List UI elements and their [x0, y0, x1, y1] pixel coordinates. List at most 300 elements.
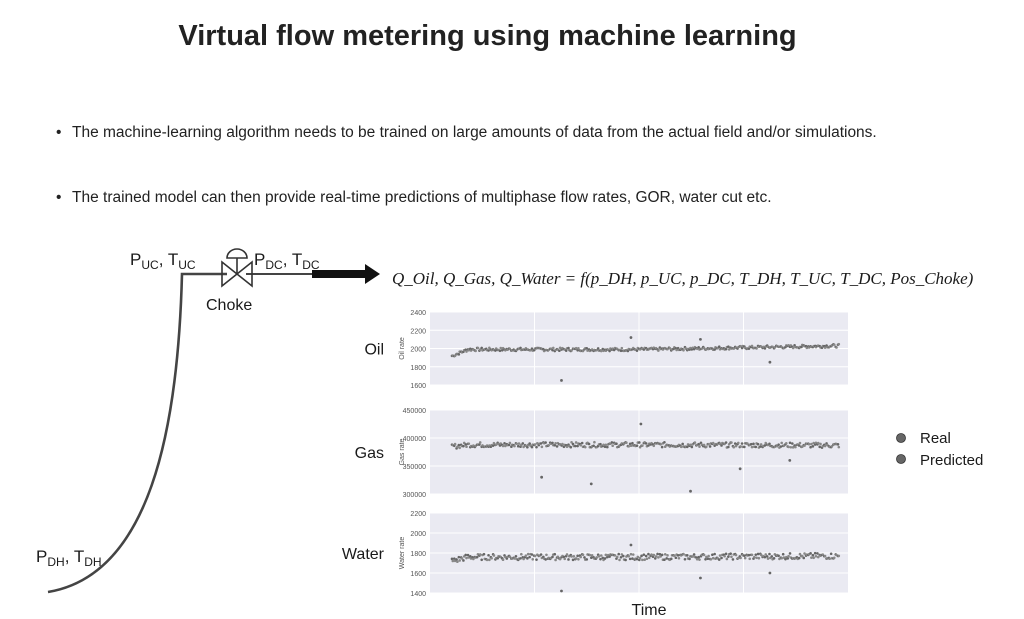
point-predicted	[605, 443, 608, 446]
point-predicted	[817, 442, 820, 445]
point-predicted	[707, 443, 710, 446]
slide-title: Virtual flow metering using machine learning	[178, 20, 797, 52]
point-real	[622, 555, 625, 558]
point-real	[814, 552, 817, 555]
point-predicted	[646, 557, 649, 560]
point-predicted	[785, 442, 788, 445]
point-real	[786, 557, 789, 560]
point-real	[458, 556, 461, 559]
point-real	[558, 349, 561, 352]
point-predicted	[643, 558, 646, 561]
point-real	[640, 555, 643, 558]
legend-label-predicted: Predicted	[920, 452, 984, 469]
point-predicted	[513, 557, 516, 560]
point-predicted	[730, 441, 733, 444]
point-real	[729, 552, 732, 555]
y-axis-label: Water rate	[399, 536, 406, 570]
point-predicted	[582, 553, 585, 556]
point-predicted	[458, 559, 461, 562]
point-predicted	[589, 554, 592, 557]
point-predicted	[748, 558, 751, 561]
point-predicted	[794, 446, 797, 449]
equation: Q_Oil, Q_Gas, Q_Water = f(p_DH, p_UC, p_DC, T_DH, T_UC, T_DC, Pos_Choke)	[392, 269, 974, 288]
point-predicted	[579, 556, 582, 559]
point-real	[590, 483, 593, 486]
point-real	[688, 558, 691, 561]
point-real	[713, 348, 716, 351]
point-predicted	[828, 557, 831, 560]
point-real	[588, 443, 591, 446]
point-real	[743, 554, 746, 557]
downstream-label: $P_{DC}$, $T_{DC}$	[254, 250, 320, 272]
point-predicted	[458, 447, 461, 450]
point-real	[681, 443, 684, 446]
point-real	[590, 556, 593, 559]
point-real	[526, 446, 529, 449]
point-predicted	[584, 446, 587, 449]
point-predicted	[698, 445, 701, 448]
point-predicted	[520, 553, 523, 556]
point-predicted	[605, 554, 608, 557]
point-real	[551, 442, 554, 445]
point-real	[636, 444, 639, 447]
point-real	[462, 445, 465, 448]
y-tick-label: 450000	[402, 408, 426, 415]
point-real	[503, 442, 506, 445]
point-real	[791, 442, 794, 445]
point-predicted	[502, 558, 505, 561]
point-predicted	[767, 557, 770, 560]
point-predicted	[723, 555, 726, 558]
point-predicted	[490, 557, 493, 560]
point-predicted	[632, 553, 635, 556]
point-predicted	[652, 444, 655, 447]
point-predicted	[753, 556, 756, 559]
y-tick-label: 1600	[410, 383, 426, 390]
point-real	[535, 446, 538, 449]
point-real	[487, 554, 490, 557]
point-real	[725, 441, 728, 444]
point-predicted	[625, 441, 628, 444]
point-real	[517, 445, 520, 448]
point-predicted	[668, 347, 671, 350]
point-predicted	[579, 444, 582, 447]
point-real	[725, 553, 728, 556]
point-predicted	[513, 445, 516, 448]
point-real	[670, 558, 673, 561]
point-predicted	[598, 555, 601, 558]
point-predicted	[488, 559, 491, 562]
point-predicted	[465, 557, 468, 560]
point-real	[764, 556, 767, 559]
point-real	[720, 444, 723, 447]
bullet-text: The trained model can then provide real-time predictions of multiphase flow rates, GOR, water cut etc.	[72, 189, 772, 206]
point-predicted	[739, 557, 742, 560]
point-predicted	[694, 441, 697, 444]
point-real	[812, 445, 815, 448]
point-real	[629, 558, 632, 561]
point-real	[615, 442, 618, 445]
point-real	[540, 476, 543, 479]
point-predicted	[780, 442, 783, 445]
point-real	[560, 590, 563, 593]
point-real	[624, 559, 627, 562]
point-real	[636, 349, 639, 352]
point-real	[798, 444, 801, 447]
point-real	[739, 467, 742, 470]
point-predicted	[810, 443, 813, 446]
point-real	[630, 544, 633, 547]
point-predicted	[739, 445, 742, 448]
choke-valve-icon	[222, 249, 252, 286]
point-real	[606, 446, 609, 449]
point-predicted	[639, 557, 642, 560]
legend	[897, 430, 984, 469]
well-tubing	[48, 274, 227, 592]
point-predicted	[815, 555, 818, 558]
point-real	[455, 558, 458, 561]
chart-title: Oil	[364, 341, 384, 359]
point-real	[526, 557, 529, 560]
point-real	[647, 553, 650, 556]
point-real	[686, 446, 689, 449]
y-tick-label: 2000	[410, 346, 426, 354]
point-real	[458, 444, 461, 447]
point-real	[707, 557, 710, 560]
point-predicted	[627, 445, 630, 448]
point-predicted	[566, 553, 569, 556]
point-real	[464, 443, 467, 446]
point-predicted	[575, 557, 578, 560]
y-tick-label: 2000	[410, 531, 426, 538]
point-predicted	[575, 347, 578, 350]
point-predicted	[682, 553, 685, 556]
point-real	[754, 553, 757, 556]
point-real	[531, 553, 534, 556]
point-predicted	[792, 347, 795, 350]
point-predicted	[577, 558, 580, 561]
point-predicted	[824, 555, 827, 558]
point-real	[699, 577, 702, 580]
point-real	[661, 554, 664, 557]
point-predicted	[799, 442, 802, 445]
point-real	[750, 443, 753, 446]
chart-title: Water	[341, 546, 384, 563]
point-real	[576, 555, 579, 558]
point-real	[818, 446, 821, 449]
point-real	[788, 459, 791, 462]
point-predicted	[657, 349, 660, 352]
point-predicted	[817, 556, 820, 559]
point-real	[677, 554, 680, 557]
point-predicted	[824, 445, 827, 448]
point-predicted	[534, 443, 537, 446]
point-predicted	[838, 343, 841, 346]
point-real	[777, 443, 780, 446]
point-real	[773, 557, 776, 560]
point-predicted	[552, 347, 555, 350]
point-predicted	[751, 345, 754, 348]
point-real	[727, 446, 730, 449]
point-predicted	[808, 443, 811, 446]
point-real	[499, 349, 502, 352]
point-real	[556, 445, 559, 448]
point-predicted	[641, 444, 644, 447]
point-real	[718, 558, 721, 561]
point-real	[522, 442, 525, 445]
point-predicted	[452, 560, 455, 563]
chart-oil	[364, 310, 848, 390]
point-predicted	[563, 558, 566, 561]
point-predicted	[627, 555, 630, 558]
point-predicted	[758, 557, 761, 560]
point-predicted	[509, 442, 512, 445]
point-predicted	[735, 554, 738, 557]
point-predicted	[705, 445, 708, 448]
point-real	[769, 361, 772, 364]
point-real	[656, 553, 659, 556]
point-predicted	[554, 559, 557, 562]
point-predicted	[726, 558, 729, 561]
point-real	[665, 557, 668, 560]
point-predicted	[751, 446, 754, 449]
point-predicted	[703, 444, 706, 447]
point-real	[757, 553, 760, 556]
point-real	[631, 442, 634, 445]
point-predicted	[755, 347, 758, 350]
y-axis-label: Gas rate	[399, 438, 406, 466]
point-predicted	[641, 559, 644, 562]
point-real	[697, 443, 700, 446]
point-real	[798, 557, 801, 560]
point-real	[574, 445, 577, 448]
point-real	[837, 443, 840, 446]
point-real	[754, 446, 757, 449]
point-predicted	[456, 560, 459, 563]
point-real	[699, 338, 702, 341]
point-predicted	[616, 556, 619, 559]
point-predicted	[650, 553, 653, 556]
point-predicted	[833, 343, 836, 346]
point-predicted	[534, 555, 537, 558]
point-real	[551, 349, 554, 352]
point-real	[492, 444, 495, 447]
point-predicted	[465, 445, 468, 448]
point-predicted	[573, 555, 576, 558]
point-real	[535, 558, 538, 561]
wellhead-label: $P_{UC}$, $T_{UC}$	[130, 250, 196, 272]
point-real	[617, 553, 620, 556]
point-predicted	[554, 442, 557, 445]
point-real	[528, 556, 531, 559]
point-predicted	[527, 553, 530, 556]
point-real	[638, 441, 641, 444]
point-predicted	[493, 554, 496, 557]
point-predicted	[637, 556, 640, 559]
point-real	[487, 349, 490, 352]
point-predicted	[664, 553, 667, 556]
point-real	[734, 442, 737, 445]
point-predicted	[787, 446, 790, 449]
point-predicted	[575, 441, 578, 444]
point-predicted	[787, 555, 790, 558]
point-predicted	[657, 556, 660, 559]
point-real	[483, 553, 486, 556]
y-tick-label: 300000	[402, 492, 426, 499]
point-real	[663, 558, 666, 561]
point-real	[544, 441, 547, 444]
point-predicted	[499, 347, 502, 350]
point-predicted	[561, 443, 564, 446]
point-predicted	[751, 553, 754, 556]
point-real	[720, 557, 723, 560]
point-real	[809, 446, 812, 449]
point-real	[780, 445, 783, 448]
point-predicted	[703, 554, 706, 557]
point-real	[585, 347, 588, 350]
point-predicted	[593, 441, 596, 444]
point-predicted	[710, 558, 713, 561]
point-predicted	[570, 555, 573, 558]
point-real	[576, 445, 579, 448]
point-real	[531, 446, 534, 449]
point-real	[693, 553, 696, 556]
point-predicted	[760, 443, 763, 446]
point-real	[569, 446, 572, 449]
point-predicted	[630, 553, 633, 556]
point-real	[585, 558, 588, 561]
point-predicted	[689, 443, 692, 446]
point-predicted	[712, 442, 715, 445]
bullet-dot: •	[56, 189, 62, 206]
point-predicted	[477, 347, 480, 350]
point-real	[519, 557, 522, 560]
point-real	[540, 553, 543, 556]
point-predicted	[659, 443, 662, 446]
point-predicted	[611, 444, 614, 447]
point-predicted	[577, 347, 580, 350]
downhole-label: $P_{DH}$, $T_{DH}$	[36, 547, 102, 569]
point-real	[812, 554, 815, 557]
point-real	[645, 442, 648, 445]
point-real	[599, 558, 602, 561]
chart-water	[342, 511, 848, 619]
point-predicted	[698, 558, 701, 561]
point-predicted	[678, 557, 681, 560]
point-real	[458, 353, 461, 356]
point-predicted	[812, 556, 815, 559]
point-real	[752, 443, 755, 446]
point-predicted	[680, 446, 683, 449]
point-predicted	[474, 350, 477, 353]
legend-marker-real	[897, 434, 906, 443]
point-real	[769, 572, 772, 575]
point-real	[757, 443, 760, 446]
point-real	[764, 444, 767, 447]
point-real	[809, 552, 812, 555]
point-real	[830, 552, 833, 555]
point-real	[592, 444, 595, 447]
chart-title: Gas	[354, 445, 384, 462]
point-real	[599, 443, 602, 446]
point-real	[748, 554, 751, 557]
point-predicted	[630, 444, 633, 447]
point-real	[560, 379, 563, 382]
point-predicted	[515, 442, 518, 445]
point-real	[789, 441, 792, 444]
y-tick-label: 1800	[410, 551, 426, 558]
point-predicted	[732, 446, 735, 449]
point-real	[713, 553, 716, 556]
point-predicted	[486, 559, 489, 562]
y-tick-label: 1400	[410, 591, 426, 598]
point-predicted	[618, 559, 621, 562]
point-real	[675, 556, 678, 559]
point-real	[770, 555, 773, 558]
point-predicted	[547, 444, 550, 447]
point-predicted	[614, 554, 617, 557]
point-predicted	[621, 347, 624, 350]
point-predicted	[502, 445, 505, 448]
point-real	[691, 446, 694, 449]
point-predicted	[833, 556, 836, 559]
y-axis-label: Oil rate	[399, 337, 406, 360]
point-real	[727, 555, 730, 558]
point-predicted	[666, 554, 669, 557]
y-tick-label: 350000	[402, 464, 426, 471]
point-real	[467, 554, 470, 557]
point-real	[515, 555, 518, 558]
point-real	[611, 441, 614, 444]
point-real	[581, 442, 584, 445]
point-predicted	[730, 555, 733, 558]
point-predicted	[518, 442, 521, 445]
point-predicted	[755, 556, 758, 559]
point-real	[743, 446, 746, 449]
point-predicted	[707, 555, 710, 558]
y-tick-label: 2200	[410, 511, 426, 518]
point-predicted	[835, 346, 838, 349]
point-real	[782, 553, 785, 556]
point-real	[661, 446, 664, 449]
point-real	[464, 554, 467, 557]
arrow-icon	[312, 264, 380, 284]
point-predicted	[465, 350, 468, 353]
point-predicted	[541, 446, 544, 449]
choke-label: Choke	[206, 297, 253, 314]
point-real	[697, 556, 700, 559]
point-predicted	[760, 554, 763, 557]
point-predicted	[525, 554, 528, 557]
point-real	[453, 557, 456, 560]
point-real	[727, 345, 730, 348]
point-real	[777, 554, 780, 557]
point-predicted	[545, 553, 548, 556]
point-real	[639, 423, 642, 426]
point-real	[572, 559, 575, 562]
point-real	[659, 553, 662, 556]
point-real	[689, 490, 692, 493]
legend-label-real: Real	[920, 430, 951, 447]
point-real	[551, 556, 554, 559]
point-predicted	[790, 446, 793, 449]
point-predicted	[454, 443, 457, 446]
point-real	[544, 558, 547, 561]
point-real	[816, 552, 819, 555]
point-predicted	[479, 553, 482, 556]
point-real	[540, 442, 543, 445]
point-predicted	[648, 556, 651, 559]
